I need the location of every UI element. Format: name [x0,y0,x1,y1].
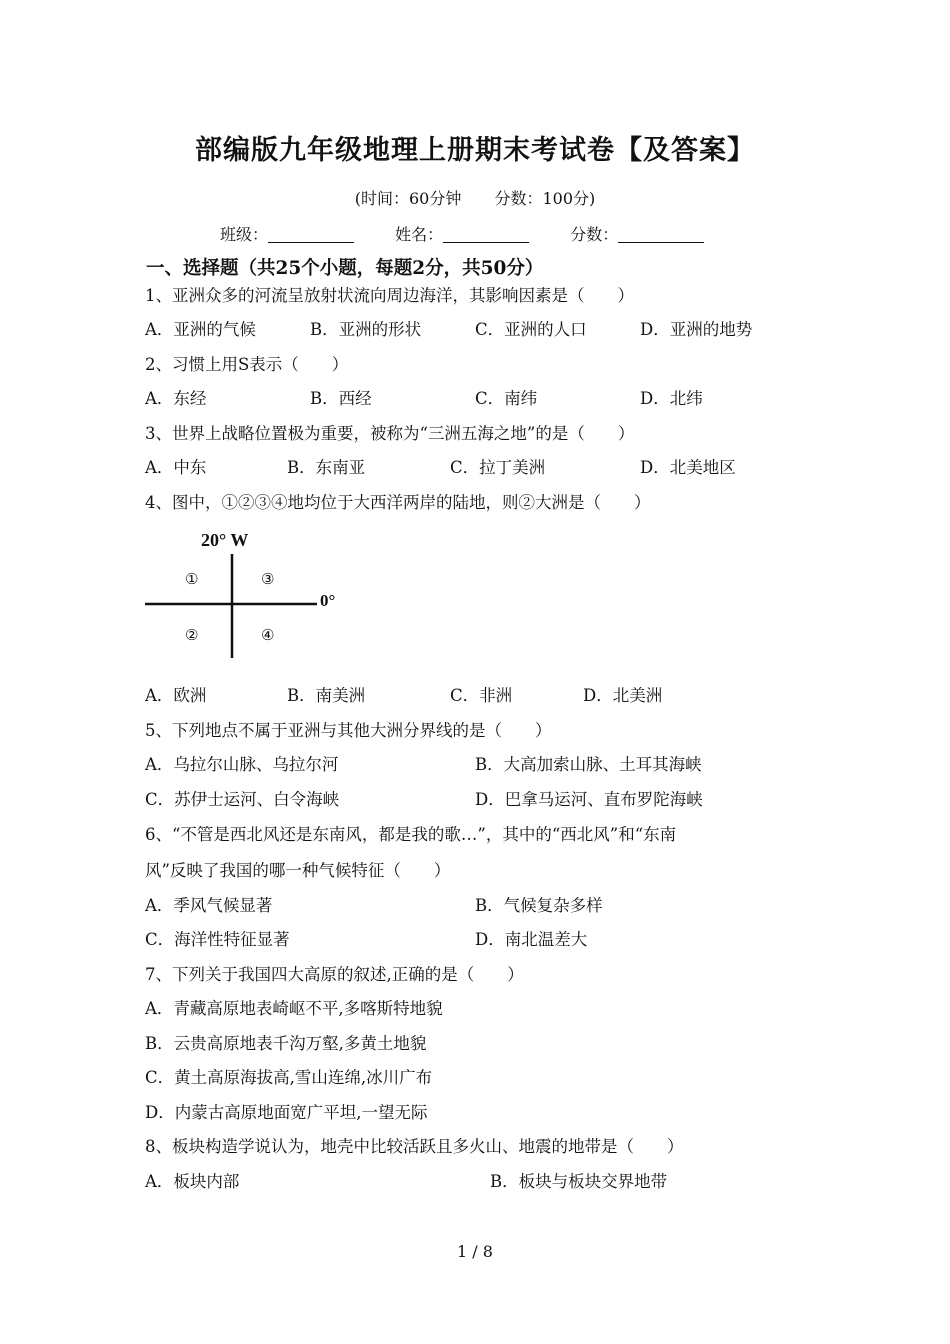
score-blank[interactable] [618,226,704,243]
question-2-option-a[interactable]: A．东经 [145,389,207,408]
question-1-option-c[interactable]: C．亚洲的人口 [475,320,587,339]
question-1-option-b[interactable]: B．亚洲的形状 [310,320,422,339]
question-2-option-c[interactable]: C．南纬 [475,389,538,408]
region-4-label: ④ [261,626,275,644]
question-6-option-a[interactable]: A．季风气候显著 [145,896,273,915]
question-4-stem: 4、图中，①②③④地均位于大西洋两岸的陆地，则②大洲是（ ） [145,493,651,512]
region-3-label: ③ [261,570,275,588]
question-3-option-b[interactable]: B．东南亚 [287,458,366,477]
longitude-label: 20° W [201,530,249,550]
name-label: 姓名： [395,225,444,244]
question-2-option-b[interactable]: B．西经 [310,389,372,408]
question-1-option-a[interactable]: A．亚洲的气候 [145,320,256,339]
question-4-option-b[interactable]: B．南美洲 [287,686,366,705]
question-6-option-b[interactable]: B．气候复杂多样 [475,896,603,915]
question-7-option-b[interactable]: B．云贵高原地表千沟万壑,多黄土地貌 [145,1034,427,1053]
question-8-option-a[interactable]: A．板块内部 [145,1172,240,1191]
exam-info [0,186,950,209]
question-5-option-d[interactable]: D．巴拿马运河、直布罗陀海峡 [475,790,703,809]
name-field [395,222,529,245]
question-4-option-c[interactable]: C．非洲 [450,686,513,705]
question-6-option-d[interactable]: D．南北温差大 [475,930,588,949]
latitude-longitude-figure [143,524,365,664]
question-5-option-b[interactable]: B．大高加索山脉、土耳其海峡 [475,755,702,774]
name-blank[interactable] [443,226,529,243]
score-info: 分数：100分) [494,189,596,208]
question-6-stem: 6、“不管是西北风还是东南风，都是我的歌…”，其中的“西北风”和“东南 [145,825,677,844]
score-label: 分数： [570,225,619,244]
class-blank[interactable] [268,226,354,243]
page-number: 1 / 8 [457,1242,493,1261]
question-1-stem: 1、亚洲众多的河流呈放射状流向周边海洋，其影响因素是（ ） [145,286,634,305]
question-7-option-a[interactable]: A．青藏高原地表崎岖不平,多喀斯特地貌 [145,999,443,1018]
question-4-option-d[interactable]: D．北美洲 [583,686,663,705]
question-8-stem: 8、板块构造学说认为，地壳中比较活跃且多火山、地震的地带是（ ） [145,1137,684,1156]
class-label: 班级： [220,225,269,244]
question-2-stem: 2、习惯上用S表示（ ） [145,355,349,374]
question-4-option-a[interactable]: A．欧洲 [145,686,207,705]
question-2-option-d[interactable]: D．北纬 [640,389,703,408]
time-info: (时间：60分钟 [354,189,462,208]
question-8-option-b[interactable]: B．板块与板块交界地带 [490,1172,668,1191]
latitude-label: 0° [320,591,336,610]
question-6-option-c[interactable]: C．海洋性特征显著 [145,930,290,949]
question-6-stem-continued: 风”反映了我国的哪一种气候特征（ ） [145,861,451,880]
region-2-label: ② [185,626,199,644]
question-5-option-c[interactable]: C．苏伊士运河、白令海峡 [145,790,340,809]
question-7-option-d[interactable]: D．内蒙古高原地面宽广平坦,一望无际 [145,1103,428,1122]
score-field [570,222,704,245]
region-1-label: ① [185,570,199,588]
class-field [220,222,354,245]
question-5-stem: 5、下列地点不属于亚洲与其他大洲分界线的是（ ） [145,721,552,740]
question-3-option-a[interactable]: A．中东 [145,458,207,477]
question-3-option-c[interactable]: C．拉丁美洲 [450,458,546,477]
question-3-option-d[interactable]: D．北美地区 [640,458,736,477]
exam-title: 部编版九年级地理上册期末考试卷【及答案】 [195,135,755,166]
question-7-stem: 7、下列关于我国四大高原的叙述,正确的是（ ） [145,965,524,984]
section-heading: 一、选择题（共25个小题，每题2分，共50分） [146,258,544,279]
student-fields [220,222,740,245]
question-5-option-a[interactable]: A．乌拉尔山脉、乌拉尔河 [145,755,339,774]
question-3-stem: 3、世界上战略位置极为重要，被称为“三洲五海之地”的是（ ） [145,424,635,443]
question-7-option-c[interactable]: C．黄土高原海拔高,雪山连绵,冰川广布 [145,1068,433,1087]
question-1-option-d[interactable]: D．亚洲的地势 [640,320,753,339]
